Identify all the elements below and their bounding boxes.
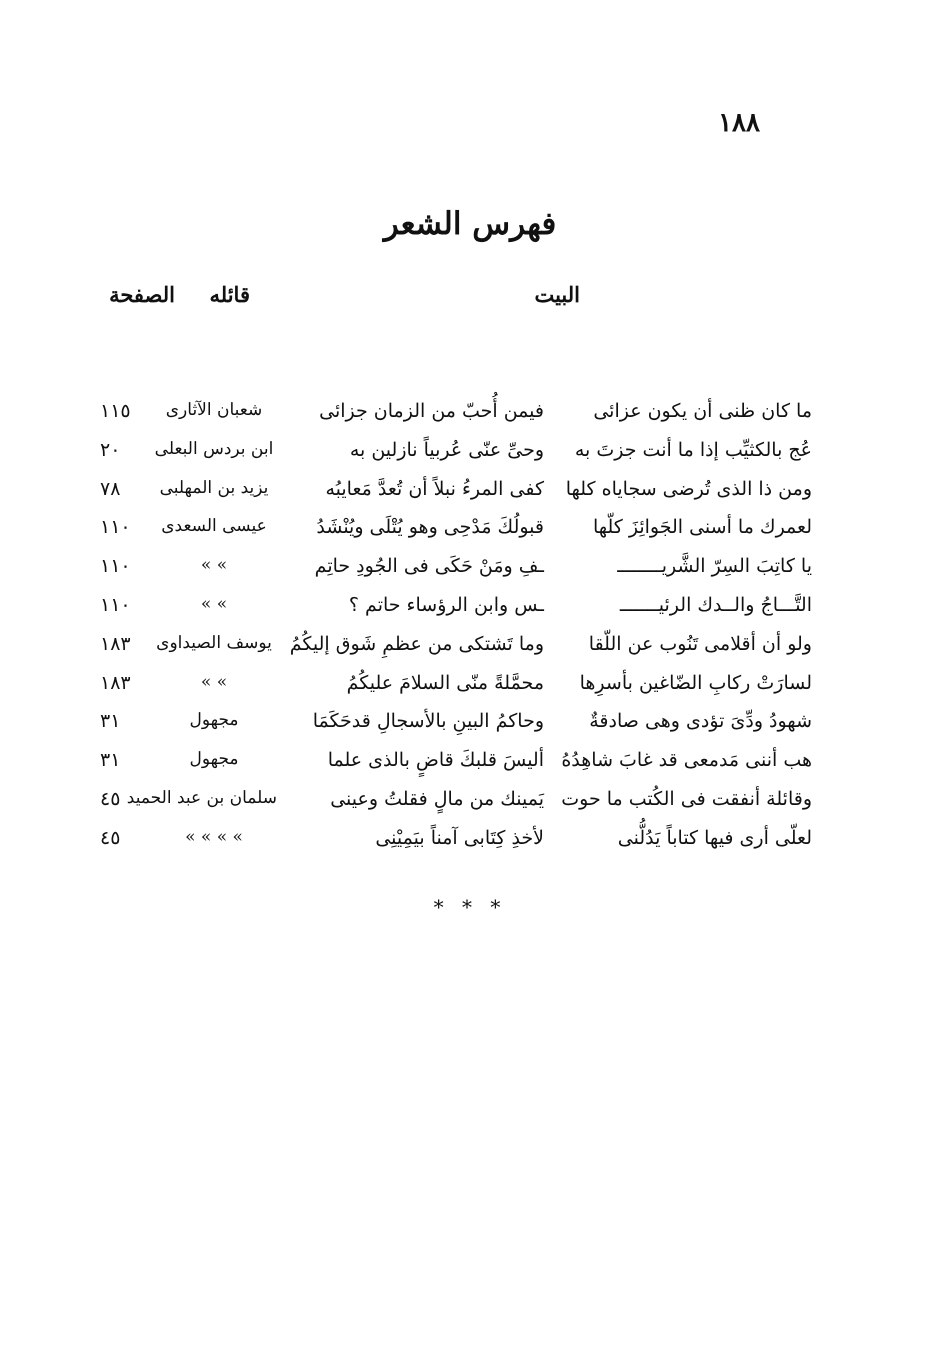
poet-name: مجهول: [189, 749, 239, 770]
header-poet: قائله: [209, 282, 250, 307]
verse-first-hemistich: وقائلة أنفقت فى الكُتب ما حوت: [561, 787, 812, 810]
poet-name: عيسى السعدى: [161, 516, 267, 537]
section-separator: * * *: [433, 895, 507, 919]
verse-second-hemistich: فيمن أُحبّ من الزمان جزائى: [319, 400, 544, 422]
page-reference: ١١٠: [100, 593, 131, 616]
poet-name: يوسف الصيداوى: [156, 632, 272, 653]
verse-second-hemistich: كفى المرءُ نبلاً أن تُعدَّ مَعايبُه: [325, 477, 544, 500]
poet-name: » »: [200, 593, 228, 614]
table-row: [100, 749, 812, 788]
poetry-index-table: [100, 400, 812, 866]
page-reference: ١١٠: [100, 516, 131, 539]
page-reference: ٧٨: [100, 477, 121, 500]
page-reference: ٣١: [100, 710, 121, 733]
verse-second-hemistich: ـس وابن الرؤساء حاتم ؟: [348, 593, 544, 616]
table-row: [100, 439, 812, 478]
header-page: الصفحة: [109, 282, 175, 307]
page-reference: ١١٠: [100, 555, 131, 578]
poet-name: » » » »: [185, 826, 243, 847]
table-row: [100, 555, 812, 594]
page-reference: ١٨٣: [100, 632, 131, 655]
table-row: [100, 633, 812, 672]
poet-name: شعبان الآثارى: [165, 400, 263, 420]
verse-second-hemistich: أليسَ قلبكَ قاضٍ بالذى علما: [327, 749, 544, 772]
verse-second-hemistich: محمَّلةً منّى السلامَ عليكُمُ: [346, 671, 544, 694]
verse-second-hemistich: لأخذِ كِتَابى آمناً بيَمِيْنِى: [375, 826, 544, 849]
page-reference: ٤٥: [100, 826, 121, 849]
poet-name: يزيد بن المهلبى: [159, 477, 269, 498]
verse-first-hemistich: التَّـــاجُ والــدك الرئيـــــــ: [619, 593, 812, 616]
page-reference: ١٨٣: [100, 671, 131, 694]
verse-first-hemistich: لعلّى أرى فيها كتاباً يَدُلُّنى: [617, 826, 812, 849]
verse-first-hemistich: ومن ذا الذى تُرضى سجاياه كلها: [565, 477, 812, 500]
verse-first-hemistich: يا كاتِبَ السِرّ الشَّريــــــــ: [617, 555, 812, 578]
page-reference: ٣١: [100, 749, 121, 772]
table-row: [100, 516, 812, 555]
verse-second-hemistich: وحاكمُ البينِ بالأسجالِ قدحَكَمَا: [312, 710, 544, 733]
page-title: فهرس الشعر: [383, 206, 557, 242]
verse-second-hemistich: وحىِّ عنّى عُربياً نازلين به: [349, 438, 544, 461]
verse-second-hemistich: ـفِ ومَنْ حَكَى فى الجُودِ حاتِم: [314, 555, 544, 578]
table-row: [100, 594, 812, 633]
poet-name: مجهول: [189, 710, 239, 731]
poet-name: » »: [200, 671, 228, 692]
verse-first-hemistich: هب أننى مَدمعى قد غابَ شاهِدُهُ: [561, 749, 812, 772]
verse-first-hemistich: شهودُ ودِّىَ تؤدى وهى صادقةٌ: [589, 710, 812, 733]
verse-second-hemistich: قبولُكَ مَدْحِى وهو يُتْلَى ويُنْشَدُ: [316, 516, 544, 539]
poet-name: » »: [200, 555, 228, 576]
poet-name: سلمان بن عبد الحميد: [126, 787, 277, 808]
page-reference: ٢٠: [100, 438, 121, 461]
poet-name: ابن بردس البعلى: [154, 438, 274, 459]
verse-first-hemistich: عُج بالكثيِّب إذا ما أنت جزتَ به: [574, 438, 812, 461]
table-row: [100, 478, 812, 517]
table-row: [100, 400, 812, 439]
page-number: ١٨٨: [718, 108, 760, 138]
verse-second-hemistich: يَمينك من مالٍ فقلتُ وعينى: [330, 787, 544, 810]
table-row: [100, 710, 812, 749]
table-row: [100, 827, 812, 866]
table-row: [100, 672, 812, 711]
table-row: [100, 788, 812, 827]
verse-first-hemistich: لسارَتْ ركابِ الضّاغين بأسرِها: [579, 671, 812, 694]
page-reference: ١١٥: [100, 400, 131, 422]
verse-first-hemistich: ما كان ظنى أن يكون عزائى: [593, 400, 812, 422]
verse-first-hemistich: لعمرك ما أسنى الجَوائِزَ كلّها: [592, 516, 812, 539]
verse-second-hemistich: وما تَشتكى من عظمِ شَوق إليكُمُ: [289, 632, 544, 655]
page-reference: ٤٥: [100, 787, 121, 810]
verse-first-hemistich: ولو أن أقلامى تَنُوب عن اللّقا: [588, 632, 812, 655]
header-verse: البيت: [534, 282, 580, 307]
